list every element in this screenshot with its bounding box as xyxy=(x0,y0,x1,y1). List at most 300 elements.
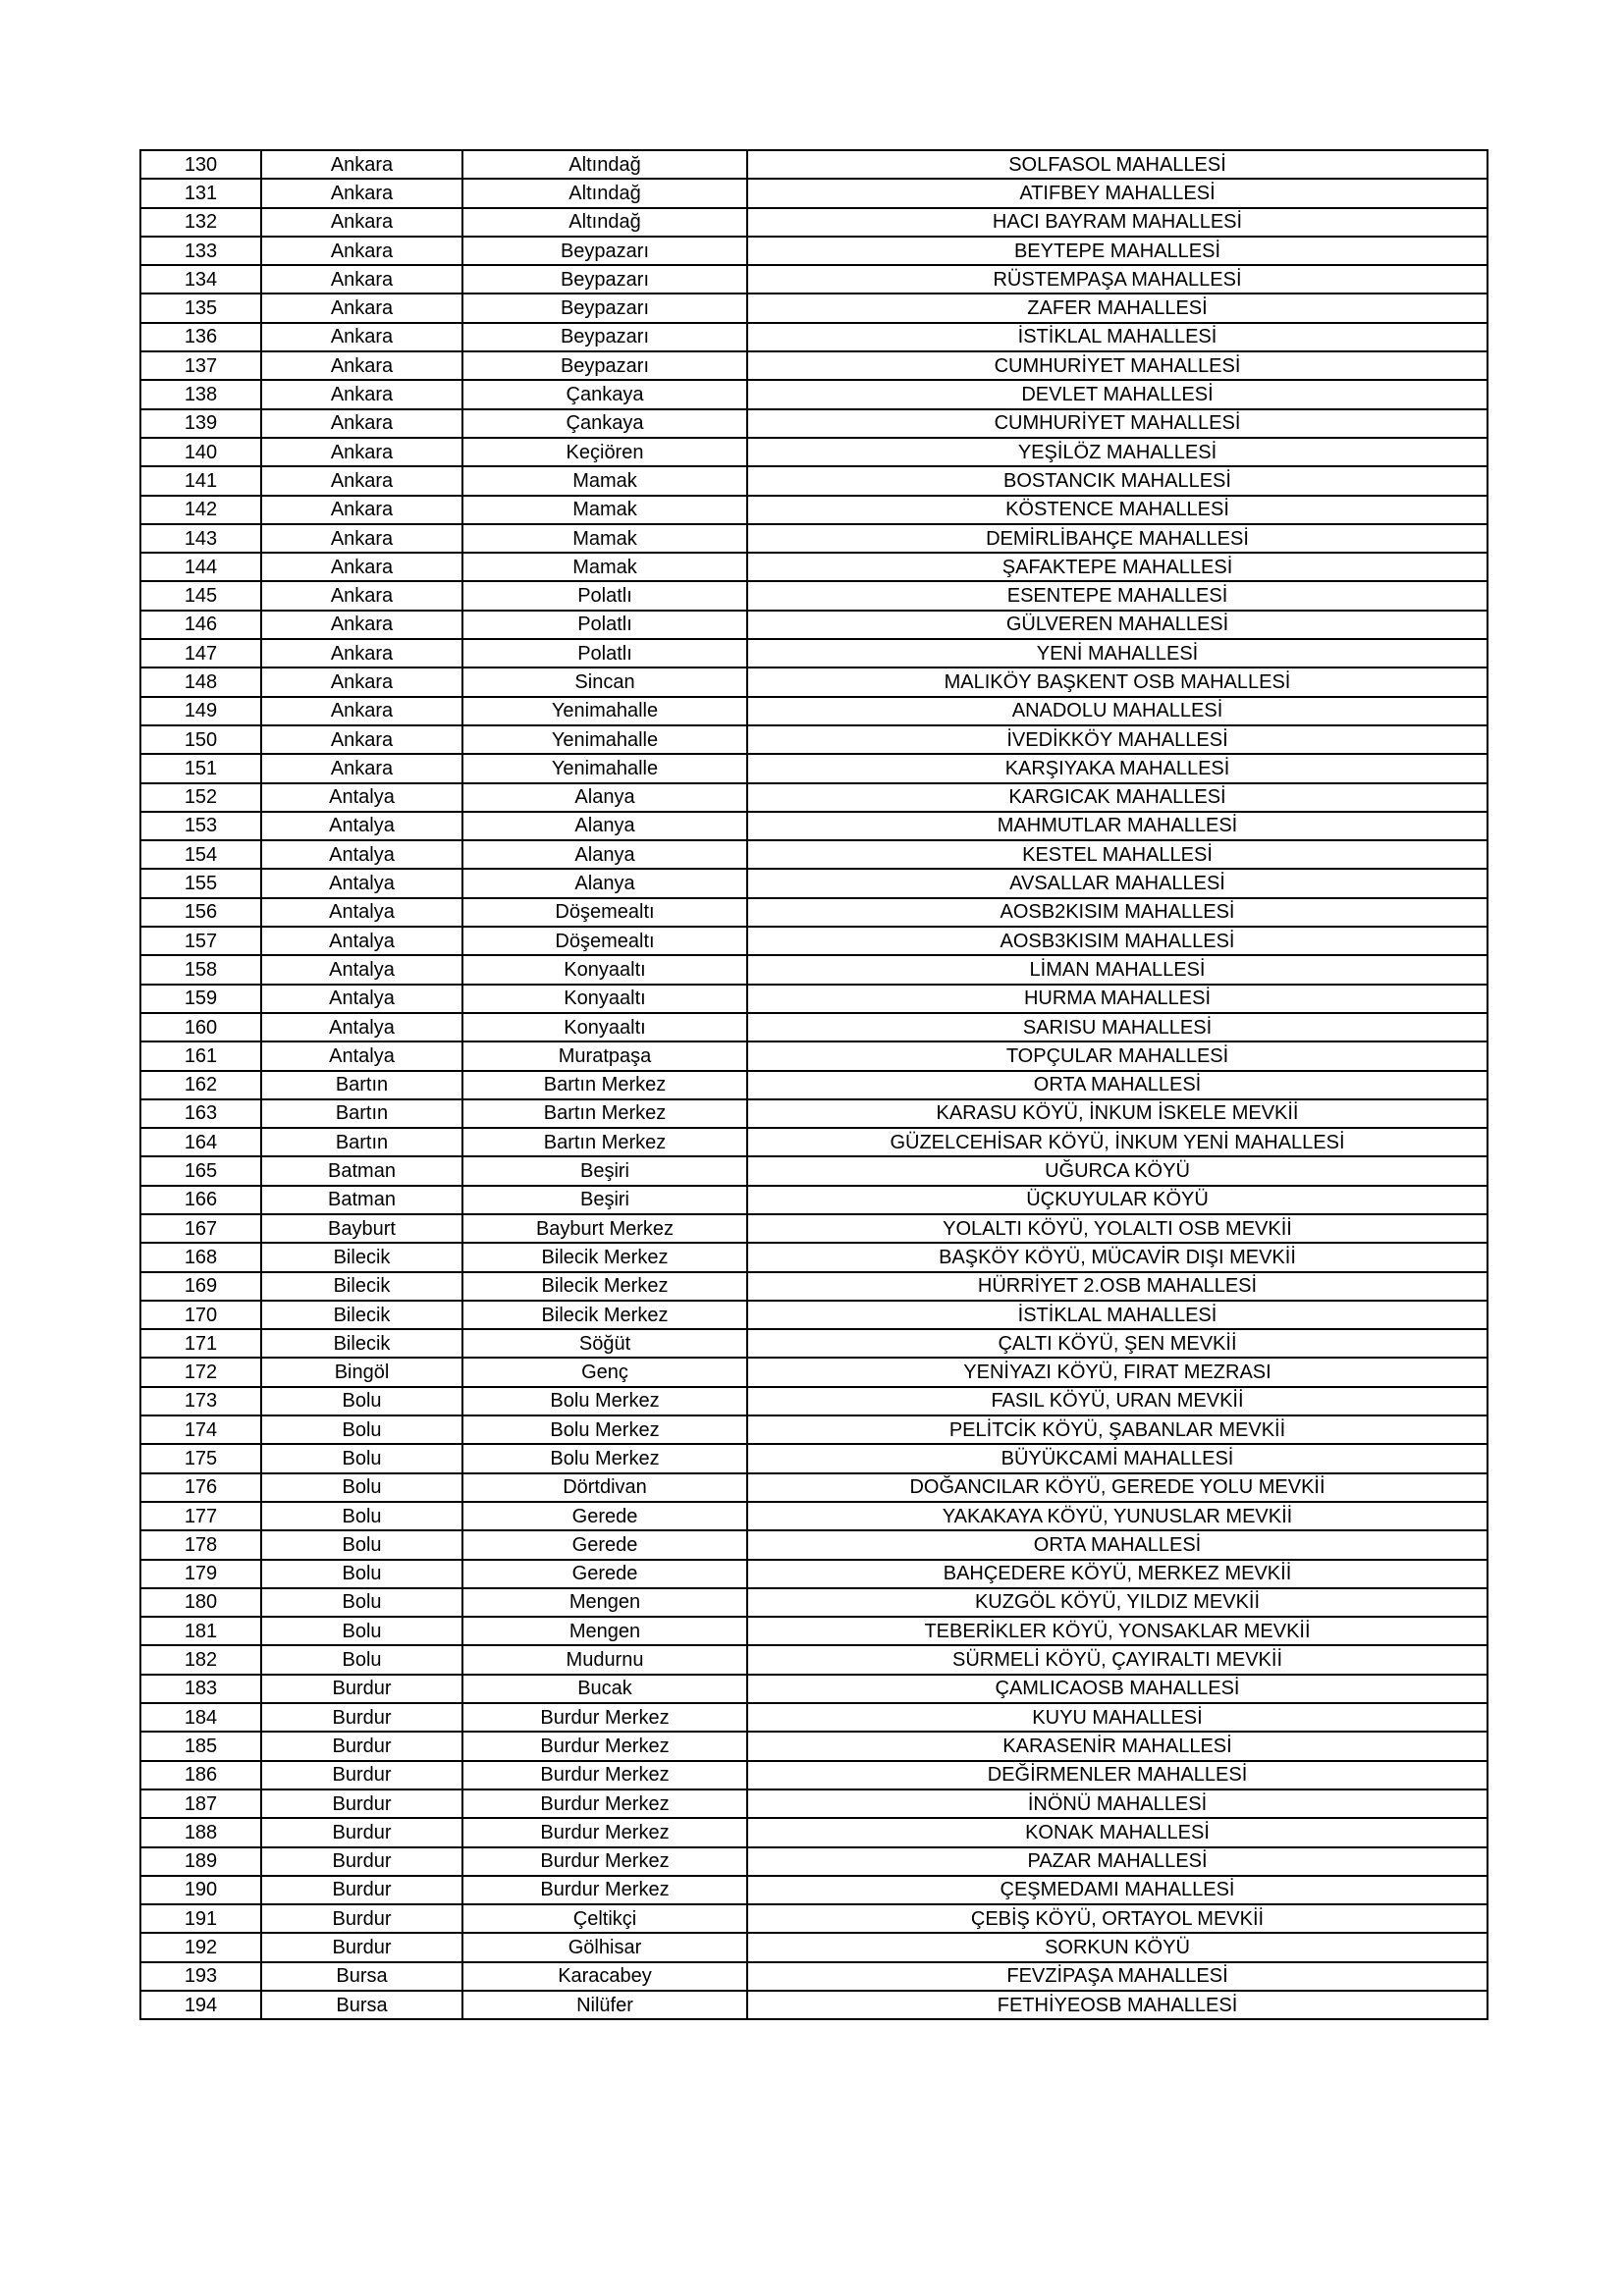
location-table xyxy=(139,149,1488,2020)
district-cell: Burdur Merkez xyxy=(462,1789,747,1818)
location-cell: YOLALTI KÖYÜ, YOLALTI OSB MEVKİİ xyxy=(747,1214,1488,1243)
row-number-cell: 186 xyxy=(140,1761,261,1789)
row-number-cell: 184 xyxy=(140,1703,261,1732)
table-row xyxy=(140,553,1488,581)
province-cell: Burdur xyxy=(261,1732,462,1760)
province-cell: Bolu xyxy=(261,1444,462,1472)
province-cell: Antalya xyxy=(261,985,462,1013)
province-cell: Burdur xyxy=(261,1904,462,1933)
province-cell: Antalya xyxy=(261,1013,462,1041)
district-cell: Polatlı xyxy=(462,611,747,639)
location-cell: FASIL KÖYÜ, URAN MEVKİİ xyxy=(747,1387,1488,1415)
location-cell: YENİ MAHALLESİ xyxy=(747,639,1488,667)
district-cell: Bilecik Merkez xyxy=(462,1301,747,1329)
row-number-cell: 193 xyxy=(140,1962,261,1991)
row-number-cell: 164 xyxy=(140,1128,261,1156)
province-cell: Burdur xyxy=(261,1818,462,1846)
location-cell: YEŞİLÖZ MAHALLESİ xyxy=(747,438,1488,466)
district-cell: Döşemealtı xyxy=(462,927,747,955)
province-cell: Ankara xyxy=(261,725,462,754)
location-cell: İVEDİKKÖY MAHALLESİ xyxy=(747,725,1488,754)
district-cell: Gölhisar xyxy=(462,1933,747,1961)
district-cell: Bolu Merkez xyxy=(462,1415,747,1444)
location-table-container xyxy=(139,149,1487,2020)
district-cell: Beypazarı xyxy=(462,294,747,322)
location-cell: ÇEBİŞ KÖYÜ, ORTAYOL MEVKİİ xyxy=(747,1904,1488,1933)
row-number-cell: 189 xyxy=(140,1847,261,1876)
row-number-cell: 136 xyxy=(140,323,261,351)
district-cell: Mamak xyxy=(462,466,747,495)
row-number-cell: 179 xyxy=(140,1560,261,1588)
district-cell: Burdur Merkez xyxy=(462,1761,747,1789)
province-cell: Burdur xyxy=(261,1933,462,1961)
district-cell: Çankaya xyxy=(462,409,747,438)
location-cell: KUZGÖL KÖYÜ, YILDIZ MEVKİİ xyxy=(747,1588,1488,1617)
table-row xyxy=(140,496,1488,524)
table-row xyxy=(140,1876,1488,1904)
table-row xyxy=(140,294,1488,322)
table-row xyxy=(140,1933,1488,1961)
table-row xyxy=(140,208,1488,237)
location-cell: BAŞKÖY KÖYÜ, MÜCAVİR DIŞI MEVKİİ xyxy=(747,1243,1488,1271)
table-row xyxy=(140,1703,1488,1732)
location-cell: DOĞANCILAR KÖYÜ, GEREDE YOLU MEVKİİ xyxy=(747,1473,1488,1502)
location-cell: KARŞIYAKA MAHALLESİ xyxy=(747,754,1488,782)
row-number-cell: 171 xyxy=(140,1329,261,1358)
location-cell: SÜRMELİ KÖYÜ, ÇAYIRALTI MEVKİİ xyxy=(747,1645,1488,1674)
row-number-cell: 135 xyxy=(140,294,261,322)
row-number-cell: 172 xyxy=(140,1358,261,1386)
province-cell: Ankara xyxy=(261,294,462,322)
row-number-cell: 147 xyxy=(140,639,261,667)
table-row xyxy=(140,725,1488,754)
table-row xyxy=(140,667,1488,696)
row-number-cell: 154 xyxy=(140,840,261,869)
table-row xyxy=(140,1415,1488,1444)
district-cell: Keçiören xyxy=(462,438,747,466)
location-cell: ORTA MAHALLESİ xyxy=(747,1530,1488,1559)
table-row xyxy=(140,898,1488,927)
province-cell: Burdur xyxy=(261,1703,462,1732)
province-cell: Bolu xyxy=(261,1588,462,1617)
row-number-cell: 138 xyxy=(140,380,261,408)
location-cell: BÜYÜKCAMİ MAHALLESİ xyxy=(747,1444,1488,1472)
district-cell: Alanya xyxy=(462,869,747,897)
location-cell: AVSALLAR MAHALLESİ xyxy=(747,869,1488,897)
district-cell: Beypazarı xyxy=(462,323,747,351)
province-cell: Ankara xyxy=(261,380,462,408)
row-number-cell: 140 xyxy=(140,438,261,466)
table-row xyxy=(140,1041,1488,1070)
table-row xyxy=(140,1732,1488,1760)
row-number-cell: 181 xyxy=(140,1617,261,1645)
table-row xyxy=(140,1588,1488,1617)
district-cell: Altındağ xyxy=(462,179,747,207)
row-number-cell: 156 xyxy=(140,898,261,927)
table-row xyxy=(140,1301,1488,1329)
province-cell: Bilecik xyxy=(261,1329,462,1358)
district-cell: Mengen xyxy=(462,1617,747,1645)
district-cell: Altındağ xyxy=(462,208,747,237)
table-row xyxy=(140,438,1488,466)
location-cell: KONAK MAHALLESİ xyxy=(747,1818,1488,1846)
location-cell: ŞAFAKTEPE MAHALLESİ xyxy=(747,553,1488,581)
province-cell: Ankara xyxy=(261,697,462,725)
table-row xyxy=(140,1560,1488,1588)
location-cell: İSTİKLAL MAHALLESİ xyxy=(747,1301,1488,1329)
province-cell: Bolu xyxy=(261,1387,462,1415)
table-row xyxy=(140,380,1488,408)
row-number-cell: 191 xyxy=(140,1904,261,1933)
table-row xyxy=(140,955,1488,984)
table-row xyxy=(140,927,1488,955)
location-cell: KESTEL MAHALLESİ xyxy=(747,840,1488,869)
province-cell: Bolu xyxy=(261,1502,462,1530)
location-cell: ÇALTI KÖYÜ, ŞEN MEVKİİ xyxy=(747,1329,1488,1358)
location-cell: KARGICAK MAHALLESİ xyxy=(747,783,1488,812)
province-cell: Bartın xyxy=(261,1071,462,1099)
row-number-cell: 158 xyxy=(140,955,261,984)
location-cell: İSTİKLAL MAHALLESİ xyxy=(747,323,1488,351)
table-row xyxy=(140,783,1488,812)
location-cell: ORTA MAHALLESİ xyxy=(747,1071,1488,1099)
table-row xyxy=(140,1128,1488,1156)
row-number-cell: 162 xyxy=(140,1071,261,1099)
location-cell: SARISU MAHALLESİ xyxy=(747,1013,1488,1041)
province-cell: Antalya xyxy=(261,783,462,812)
location-cell: HURMA MAHALLESİ xyxy=(747,985,1488,1013)
table-row xyxy=(140,812,1488,840)
row-number-cell: 139 xyxy=(140,409,261,438)
province-cell: Ankara xyxy=(261,754,462,782)
district-cell: Bolu Merkez xyxy=(462,1387,747,1415)
row-number-cell: 159 xyxy=(140,985,261,1013)
province-cell: Bolu xyxy=(261,1473,462,1502)
province-cell: Ankara xyxy=(261,496,462,524)
district-cell: Yenimahalle xyxy=(462,725,747,754)
district-cell: Sincan xyxy=(462,667,747,696)
district-cell: Mudurnu xyxy=(462,1645,747,1674)
province-cell: Bilecik xyxy=(261,1243,462,1271)
district-cell: Söğüt xyxy=(462,1329,747,1358)
table-row xyxy=(140,869,1488,897)
table-row xyxy=(140,840,1488,869)
table-row xyxy=(140,1186,1488,1214)
district-cell: Bilecik Merkez xyxy=(462,1272,747,1301)
district-cell: Beşiri xyxy=(462,1156,747,1185)
district-cell: Gerede xyxy=(462,1560,747,1588)
row-number-cell: 165 xyxy=(140,1156,261,1185)
location-cell: KARASENİR MAHALLESİ xyxy=(747,1732,1488,1760)
province-cell: Ankara xyxy=(261,438,462,466)
province-cell: Bolu xyxy=(261,1645,462,1674)
location-cell: SOLFASOL MAHALLESİ xyxy=(747,150,1488,179)
table-row xyxy=(140,1243,1488,1271)
district-cell: Döşemealtı xyxy=(462,898,747,927)
table-row xyxy=(140,1789,1488,1818)
district-cell: Yenimahalle xyxy=(462,697,747,725)
district-cell: Gerede xyxy=(462,1530,747,1559)
province-cell: Ankara xyxy=(261,581,462,610)
row-number-cell: 174 xyxy=(140,1415,261,1444)
district-cell: Burdur Merkez xyxy=(462,1732,747,1760)
location-cell: ZAFER MAHALLESİ xyxy=(747,294,1488,322)
location-cell: MALIKÖY BAŞKENT OSB MAHALLESİ xyxy=(747,667,1488,696)
row-number-cell: 131 xyxy=(140,179,261,207)
table-row xyxy=(140,611,1488,639)
province-cell: Burdur xyxy=(261,1876,462,1904)
table-row xyxy=(140,1071,1488,1099)
row-number-cell: 188 xyxy=(140,1818,261,1846)
location-cell: HÜRRİYET 2.OSB MAHALLESİ xyxy=(747,1272,1488,1301)
province-cell: Bolu xyxy=(261,1415,462,1444)
district-cell: Bilecik Merkez xyxy=(462,1243,747,1271)
location-cell: YENİYAZI KÖYÜ, FIRAT MEZRASI xyxy=(747,1358,1488,1386)
table-row xyxy=(140,1444,1488,1472)
province-cell: Bursa xyxy=(261,1991,462,2019)
location-cell: ÜÇKUYULAR KÖYÜ xyxy=(747,1186,1488,1214)
row-number-cell: 161 xyxy=(140,1041,261,1070)
table-row xyxy=(140,754,1488,782)
district-cell: Çeltikçi xyxy=(462,1904,747,1933)
location-cell: ÇAMLICAOSB MAHALLESİ xyxy=(747,1675,1488,1703)
district-cell: Mamak xyxy=(462,553,747,581)
province-cell: Ankara xyxy=(261,351,462,380)
location-cell: TEBERİKLER KÖYÜ, YONSAKLAR MEVKİİ xyxy=(747,1617,1488,1645)
district-cell: Konyaaltı xyxy=(462,955,747,984)
location-cell: BEYTEPE MAHALLESİ xyxy=(747,237,1488,265)
location-cell: ANADOLU MAHALLESİ xyxy=(747,697,1488,725)
province-cell: Bayburt xyxy=(261,1214,462,1243)
row-number-cell: 153 xyxy=(140,812,261,840)
row-number-cell: 166 xyxy=(140,1186,261,1214)
district-cell: Beypazarı xyxy=(462,265,747,294)
province-cell: Ankara xyxy=(261,265,462,294)
table-row xyxy=(140,237,1488,265)
province-cell: Bolu xyxy=(261,1560,462,1588)
province-cell: Ankara xyxy=(261,237,462,265)
province-cell: Bingöl xyxy=(261,1358,462,1386)
province-cell: Ankara xyxy=(261,208,462,237)
province-cell: Ankara xyxy=(261,466,462,495)
table-row xyxy=(140,1645,1488,1674)
province-cell: Ankara xyxy=(261,524,462,553)
row-number-cell: 167 xyxy=(140,1214,261,1243)
row-number-cell: 178 xyxy=(140,1530,261,1559)
province-cell: Ankara xyxy=(261,639,462,667)
district-cell: Nilüfer xyxy=(462,1991,747,2019)
table-row xyxy=(140,639,1488,667)
location-cell: YAKAKAYA KÖYÜ, YUNUSLAR MEVKİİ xyxy=(747,1502,1488,1530)
district-cell: Bayburt Merkez xyxy=(462,1214,747,1243)
table-row xyxy=(140,1530,1488,1559)
table-row xyxy=(140,985,1488,1013)
row-number-cell: 163 xyxy=(140,1099,261,1128)
district-cell: Mengen xyxy=(462,1588,747,1617)
location-cell: KARASU KÖYÜ, İNKUM İSKELE MEVKİİ xyxy=(747,1099,1488,1128)
row-number-cell: 143 xyxy=(140,524,261,553)
district-cell: Alanya xyxy=(462,840,747,869)
table-row xyxy=(140,351,1488,380)
province-cell: Ankara xyxy=(261,667,462,696)
district-cell: Bartın Merkez xyxy=(462,1071,747,1099)
row-number-cell: 183 xyxy=(140,1675,261,1703)
province-cell: Burdur xyxy=(261,1847,462,1876)
district-cell: Beşiri xyxy=(462,1186,747,1214)
location-cell: HACI BAYRAM MAHALLESİ xyxy=(747,208,1488,237)
district-cell: Burdur Merkez xyxy=(462,1818,747,1846)
district-cell: Burdur Merkez xyxy=(462,1847,747,1876)
row-number-cell: 141 xyxy=(140,466,261,495)
row-number-cell: 194 xyxy=(140,1991,261,2019)
table-row xyxy=(140,1099,1488,1128)
province-cell: Ankara xyxy=(261,323,462,351)
province-cell: Bartın xyxy=(261,1128,462,1156)
province-cell: Antalya xyxy=(261,840,462,869)
row-number-cell: 150 xyxy=(140,725,261,754)
table-row xyxy=(140,1818,1488,1846)
row-number-cell: 142 xyxy=(140,496,261,524)
table-row xyxy=(140,179,1488,207)
district-cell: Mamak xyxy=(462,524,747,553)
district-cell: Alanya xyxy=(462,783,747,812)
province-cell: Bartın xyxy=(261,1099,462,1128)
row-number-cell: 130 xyxy=(140,150,261,179)
district-cell: Bartın Merkez xyxy=(462,1099,747,1128)
table-row xyxy=(140,1272,1488,1301)
province-cell: Bursa xyxy=(261,1962,462,1991)
province-cell: Ankara xyxy=(261,611,462,639)
district-cell: Burdur Merkez xyxy=(462,1703,747,1732)
row-number-cell: 137 xyxy=(140,351,261,380)
district-cell: Burdur Merkez xyxy=(462,1876,747,1904)
location-cell: CUMHURİYET MAHALLESİ xyxy=(747,351,1488,380)
location-cell: BAHÇEDERE KÖYÜ, MERKEZ MEVKİİ xyxy=(747,1560,1488,1588)
row-number-cell: 157 xyxy=(140,927,261,955)
location-cell: GÜLVEREN MAHALLESİ xyxy=(747,611,1488,639)
province-cell: Bolu xyxy=(261,1617,462,1645)
row-number-cell: 145 xyxy=(140,581,261,610)
province-cell: Antalya xyxy=(261,955,462,984)
table-row xyxy=(140,1502,1488,1530)
table-row xyxy=(140,1473,1488,1502)
location-cell: RÜSTEMPAŞA MAHALLESİ xyxy=(747,265,1488,294)
table-row xyxy=(140,524,1488,553)
province-cell: Antalya xyxy=(261,927,462,955)
table-row xyxy=(140,150,1488,179)
district-cell: Polatlı xyxy=(462,581,747,610)
location-cell: DEMİRLİBAHÇE MAHALLESİ xyxy=(747,524,1488,553)
province-cell: Burdur xyxy=(261,1761,462,1789)
province-cell: Bilecik xyxy=(261,1272,462,1301)
province-cell: Burdur xyxy=(261,1789,462,1818)
location-cell: ÇEŞMEDAMI MAHALLESİ xyxy=(747,1876,1488,1904)
district-cell: Dörtdivan xyxy=(462,1473,747,1502)
location-cell: ATIFBEY MAHALLESİ xyxy=(747,179,1488,207)
table-row xyxy=(140,581,1488,610)
row-number-cell: 132 xyxy=(140,208,261,237)
table-row xyxy=(140,1847,1488,1876)
location-cell: MAHMUTLAR MAHALLESİ xyxy=(747,812,1488,840)
district-cell: Bucak xyxy=(462,1675,747,1703)
row-number-cell: 169 xyxy=(140,1272,261,1301)
location-cell: BOSTANCIK MAHALLESİ xyxy=(747,466,1488,495)
province-cell: Antalya xyxy=(261,1041,462,1070)
location-cell: GÜZELCEHİSAR KÖYÜ, İNKUM YENİ MAHALLESİ xyxy=(747,1128,1488,1156)
province-cell: Burdur xyxy=(261,1675,462,1703)
row-number-cell: 151 xyxy=(140,754,261,782)
location-cell: CUMHURİYET MAHALLESİ xyxy=(747,409,1488,438)
table-row xyxy=(140,409,1488,438)
location-table-body xyxy=(140,150,1488,2019)
row-number-cell: 152 xyxy=(140,783,261,812)
location-cell: FEVZİPAŞA MAHALLESİ xyxy=(747,1962,1488,1991)
table-row xyxy=(140,466,1488,495)
district-cell: Alanya xyxy=(462,812,747,840)
row-number-cell: 173 xyxy=(140,1387,261,1415)
district-cell: Gerede xyxy=(462,1502,747,1530)
district-cell: Bartın Merkez xyxy=(462,1128,747,1156)
district-cell: Polatlı xyxy=(462,639,747,667)
row-number-cell: 187 xyxy=(140,1789,261,1818)
table-row xyxy=(140,1387,1488,1415)
location-cell: TOPÇULAR MAHALLESİ xyxy=(747,1041,1488,1070)
row-number-cell: 192 xyxy=(140,1933,261,1961)
province-cell: Batman xyxy=(261,1186,462,1214)
district-cell: Yenimahalle xyxy=(462,754,747,782)
row-number-cell: 177 xyxy=(140,1502,261,1530)
row-number-cell: 160 xyxy=(140,1013,261,1041)
row-number-cell: 182 xyxy=(140,1645,261,1674)
province-cell: Ankara xyxy=(261,553,462,581)
province-cell: Batman xyxy=(261,1156,462,1185)
table-row xyxy=(140,1358,1488,1386)
table-row xyxy=(140,697,1488,725)
location-cell: DEĞİRMENLER MAHALLESİ xyxy=(747,1761,1488,1789)
district-cell: Bolu Merkez xyxy=(462,1444,747,1472)
row-number-cell: 176 xyxy=(140,1473,261,1502)
row-number-cell: 190 xyxy=(140,1876,261,1904)
table-row xyxy=(140,1904,1488,1933)
location-cell: AOSB3KISIM MAHALLESİ xyxy=(747,927,1488,955)
location-cell: UĞURCA KÖYÜ xyxy=(747,1156,1488,1185)
province-cell: Antalya xyxy=(261,812,462,840)
table-row xyxy=(140,323,1488,351)
province-cell: Ankara xyxy=(261,409,462,438)
table-row xyxy=(140,265,1488,294)
location-cell: LİMAN MAHALLESİ xyxy=(747,955,1488,984)
table-row xyxy=(140,1329,1488,1358)
district-cell: Genç xyxy=(462,1358,747,1386)
district-cell: Konyaaltı xyxy=(462,985,747,1013)
district-cell: Çankaya xyxy=(462,380,747,408)
location-cell: KÖSTENCE MAHALLESİ xyxy=(747,496,1488,524)
district-cell: Altındağ xyxy=(462,150,747,179)
row-number-cell: 146 xyxy=(140,611,261,639)
location-cell: SORKUN KÖYÜ xyxy=(747,1933,1488,1961)
location-cell: ESENTEPE MAHALLESİ xyxy=(747,581,1488,610)
table-row xyxy=(140,1156,1488,1185)
row-number-cell: 148 xyxy=(140,667,261,696)
row-number-cell: 133 xyxy=(140,237,261,265)
province-cell: Bolu xyxy=(261,1530,462,1559)
table-row xyxy=(140,1013,1488,1041)
location-cell: PAZAR MAHALLESİ xyxy=(747,1847,1488,1876)
location-cell: PELİTCİK KÖYÜ, ŞABANLAR MEVKİİ xyxy=(747,1415,1488,1444)
location-cell: FETHİYEOSB MAHALLESİ xyxy=(747,1991,1488,2019)
location-cell: İNÖNÜ MAHALLESİ xyxy=(747,1789,1488,1818)
province-cell: Ankara xyxy=(261,150,462,179)
